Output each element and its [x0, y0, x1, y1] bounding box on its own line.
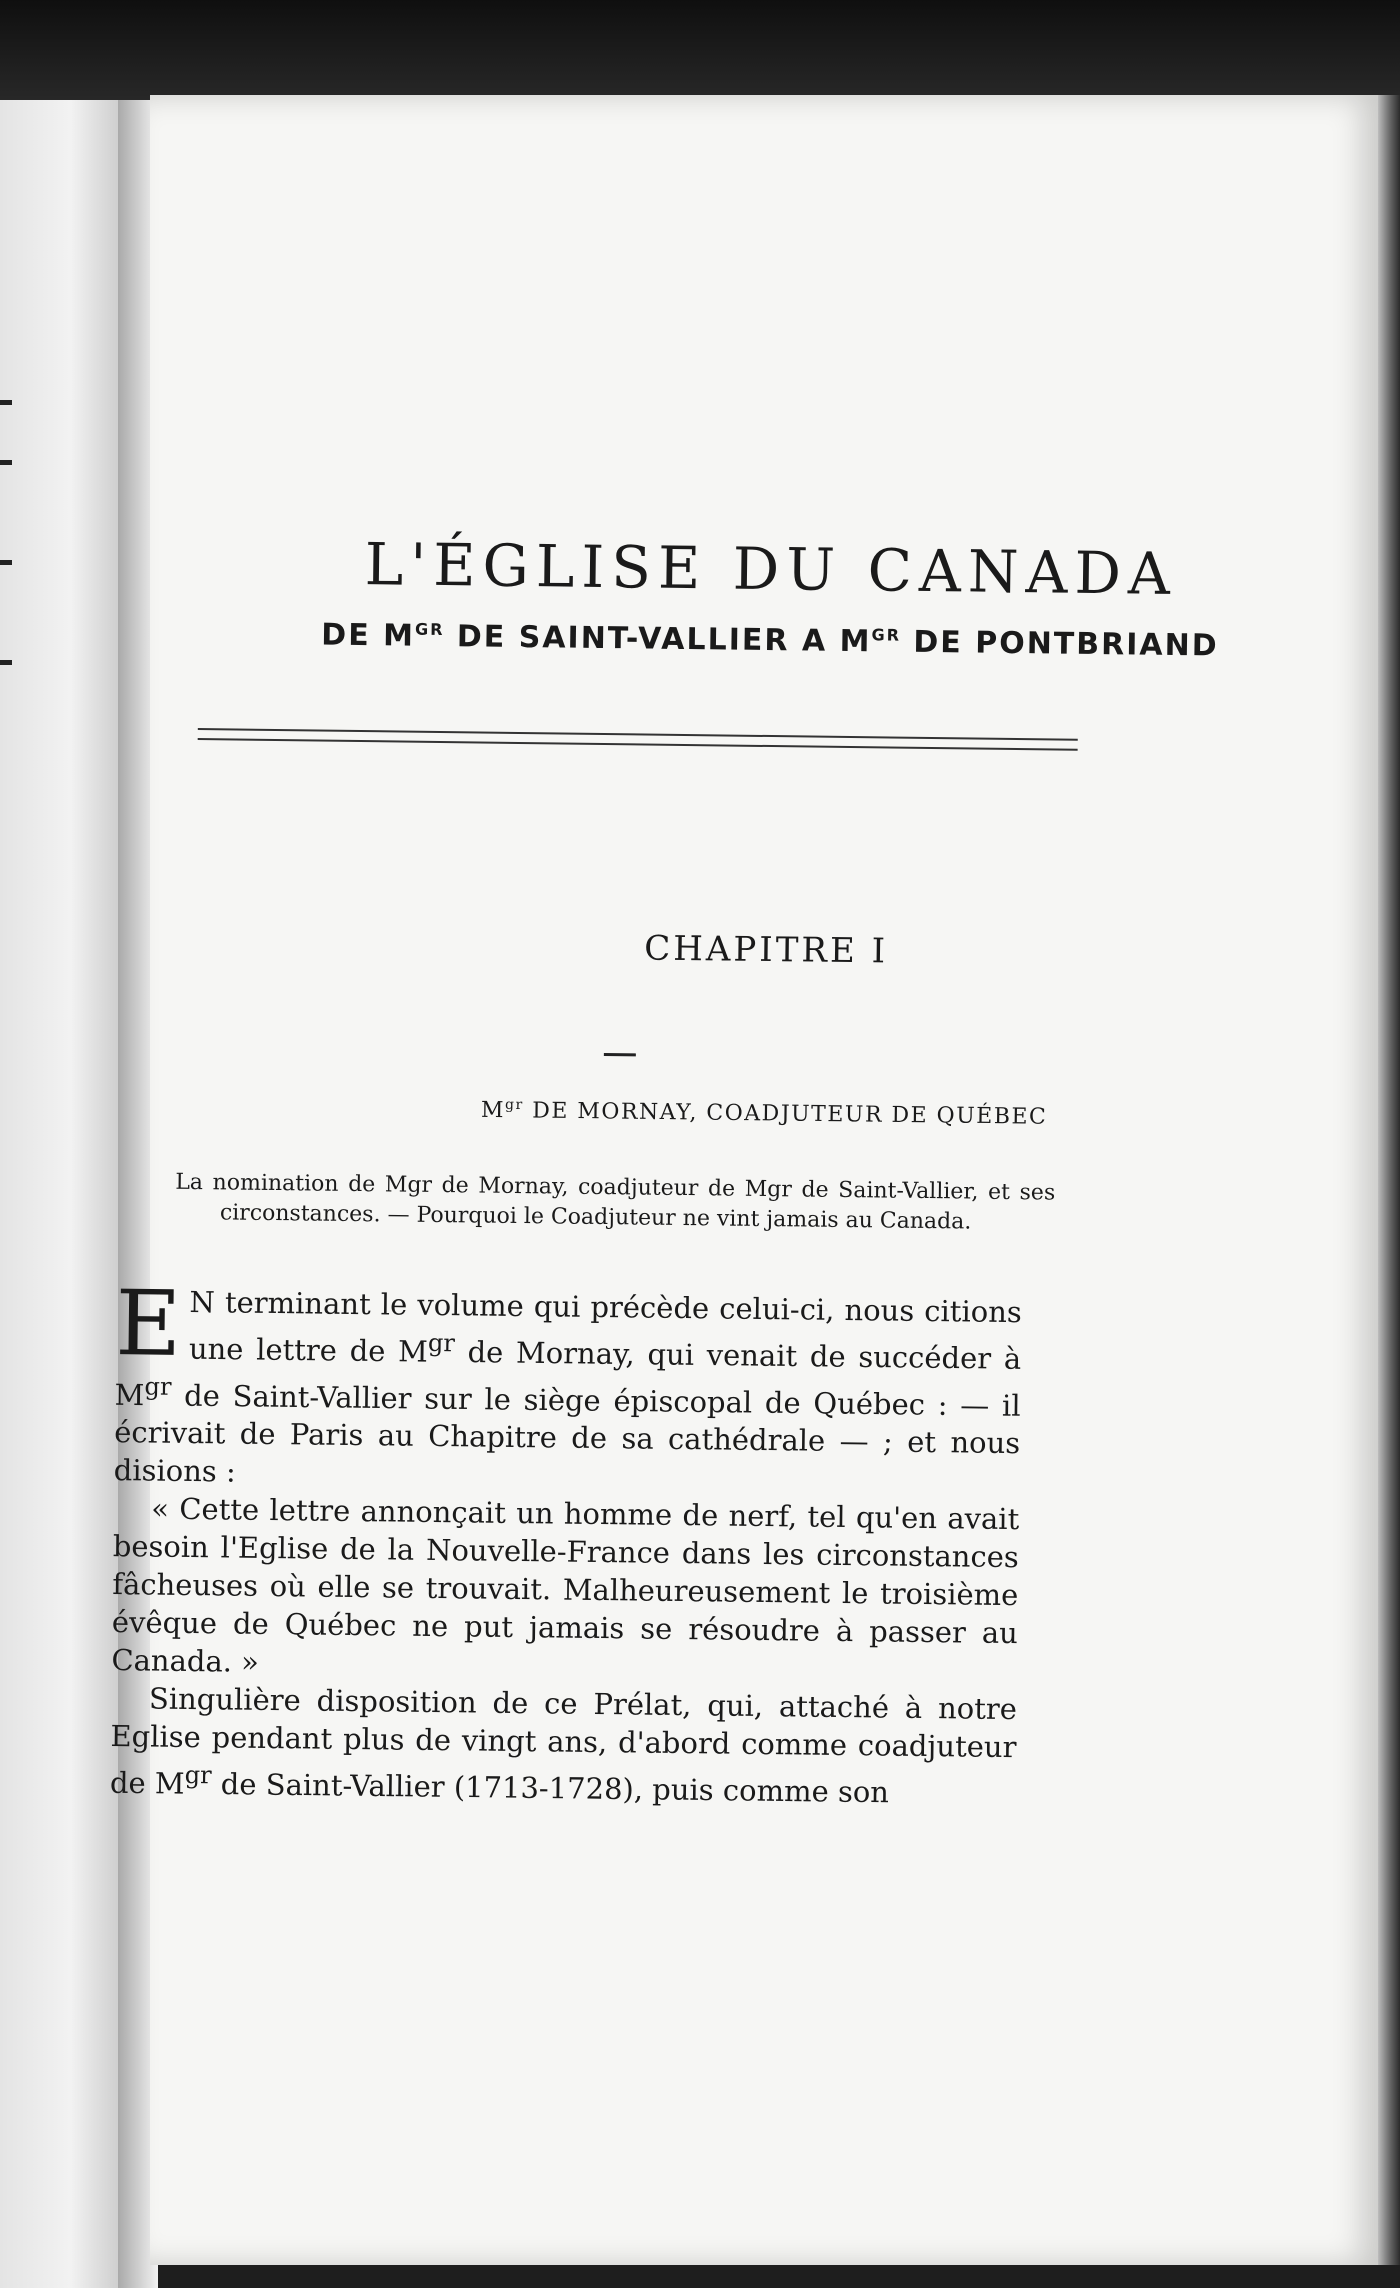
- title-double-rule: [198, 728, 1078, 751]
- facing-page-mark: [0, 400, 12, 405]
- facing-page-mark: [0, 660, 12, 665]
- paragraph-2-quote: « Cette lettre annonçait un homme de nerf, tel qu'en avait besoin l'Eglise de la Nouvelle-France dans les circonstances fâcheuses où elle se trouvait. Malheureusement le troisième évêque de Québec ne put jamais se résoudre à passer au Canada. »: [111, 1491, 1020, 1680]
- facing-page-mark: [0, 460, 12, 465]
- chapter-summary: La nomination de Mgr de Mornay, coadjuteur de Mgr de Saint-Vallier, et ses circonstances. — Pourquoi le Coadjuteur ne vint jamais au Canada.: [175, 1169, 1056, 1235]
- chapter-heading: CHAPITRE I: [643, 928, 889, 972]
- facing-page-edge: [0, 100, 121, 2288]
- chapter-subheading: $M^{gr}$ DE MORNAY, COADJUTEUR DE QUÉBEC: [480, 1096, 1048, 1130]
- paragraph-1: E N terminant le volume qui précède celui-ci, nous citions une lettre de $M^{gr}$ de Mornay, qui venait de succéder à $M^{gr}$ de Saint-Vallier sur le siège épiscopal de Québec : — il écrivait de Paris au Chapitre de sa cathédrale — ; et nous disions :: [113, 1271, 1022, 1489]
- chapter-dash: [604, 1053, 636, 1056]
- body-text: [109, 1271, 1022, 1813]
- drop-cap: E: [114, 1271, 182, 1377]
- book-page: [109, 95, 1382, 2265]
- page-content: [109, 88, 1392, 2273]
- paragraph-3: Singulière disposition de ce Prélat, qui, attaché à notre Eglise pendant plus de vingt ans, d'abord comme coadjuteur de $M^{gr}$ de Saint-Vallier (1713-1728), puis comme son: [109, 1681, 1018, 1810]
- facing-page-mark: [0, 560, 12, 565]
- page-fore-edge: [1378, 95, 1400, 2265]
- book-subtitle: DE $M^{GR}$ DE SAINT-VALLIER A $M^{GR}$ DE PONTBRIAND: [321, 617, 1219, 664]
- book-title: L'ÉGLISE DU CANADA: [364, 530, 1178, 608]
